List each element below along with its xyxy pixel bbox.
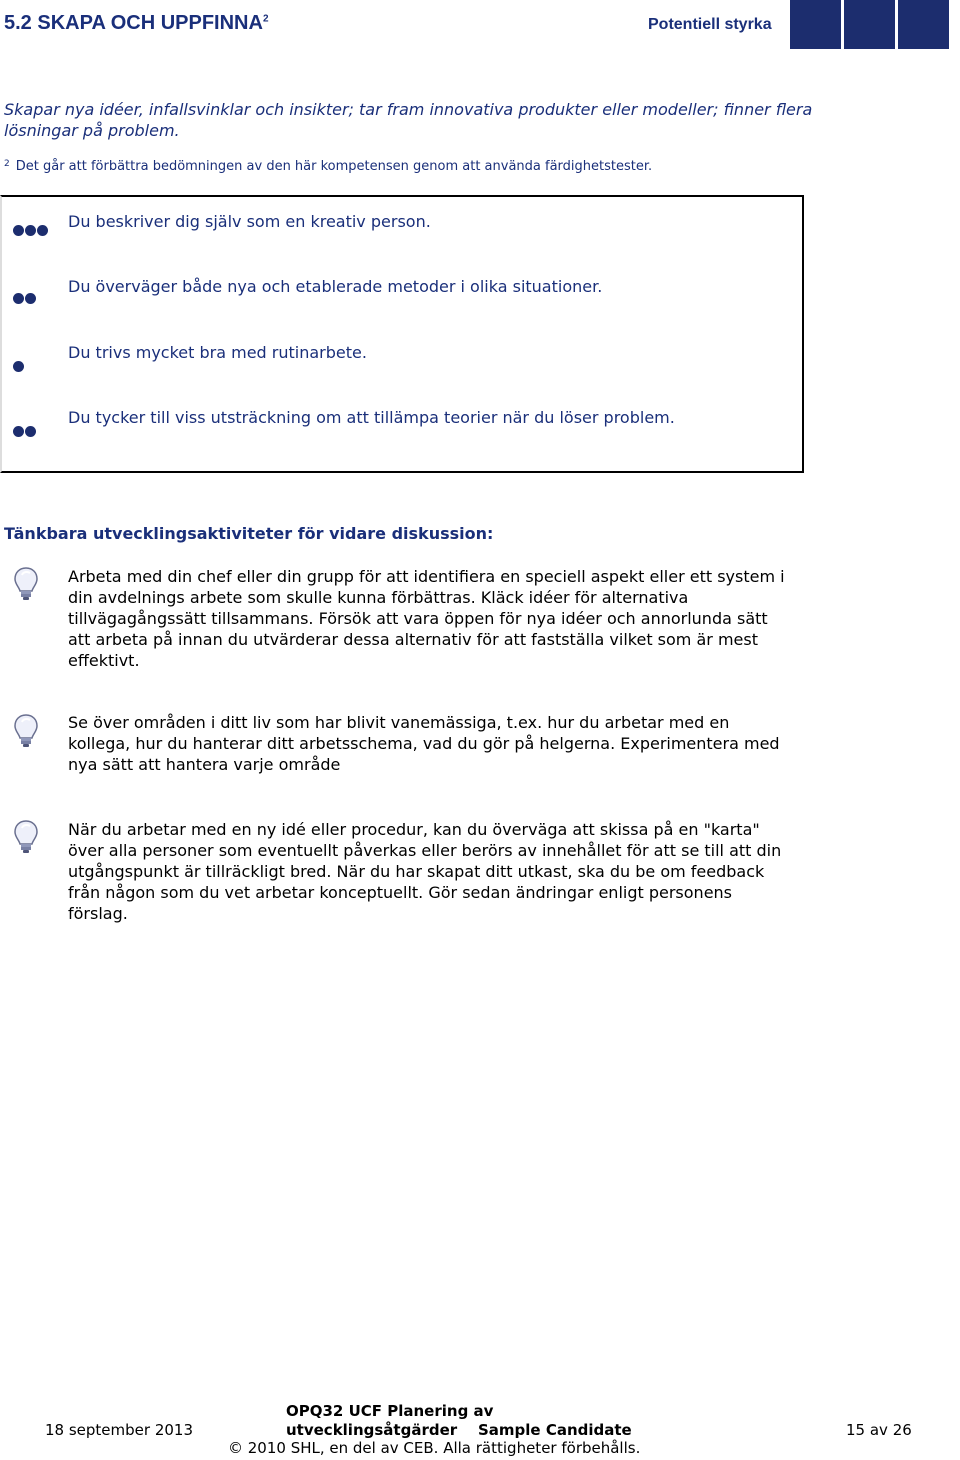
rating-dot xyxy=(13,361,24,372)
page-title-text: 5.2 SKAPA OCH UPPFINNA xyxy=(4,12,263,34)
development-activity: Se över områden i ditt liv som har blivit vanemässiga, t.ex. hur du arbetar med en kollega, hur du hanterar ditt arbetsschema, vad du gör på helgerna. Experimentera med nya sätt att hantera varje område xyxy=(68,713,780,774)
statement-box xyxy=(0,195,804,473)
development-activity: Arbeta med din chef eller din grupp för att identifiera en speciell aspekt eller ett system i din avdelnings arbete som skulle kunna förbättras. Kläck idéer för alternativa tillvägagångssätt tillsammans. Försök att vara öppen för nya idéer och annorlunda sätt att arbeta på innan du utvärderar dessa alternativ för att fastställa vilket som är mest effektivt. xyxy=(68,567,785,670)
statement-item: Du överväger både nya och etablerade metoder i olika situationer. xyxy=(68,277,603,296)
rating-dots-2 xyxy=(13,293,36,304)
rating-dot xyxy=(37,225,48,236)
strength-box-3 xyxy=(898,0,949,49)
footnote-text: Det går att förbättra bedömningen av den här kompetensen genom att använda färdighetstester. xyxy=(15,159,653,174)
lightbulb-icon xyxy=(14,820,38,856)
footer-date: 18 september 2013 xyxy=(45,1421,194,1439)
statement-item: Du trivs mycket bra med rutinarbete. xyxy=(68,343,367,362)
footnote-marker: 2 xyxy=(4,159,10,169)
strength-box-1 xyxy=(790,0,841,49)
footer-document-title xyxy=(286,1402,493,1440)
lightbulb-icon xyxy=(14,567,38,603)
title-footnote-marker: 2 xyxy=(262,13,269,25)
development-activity: När du arbetar med en ny idé eller procedur, kan du överväga att skissa på en "karta" över alla personer som eventuellt påverkas eller berörs av innehållet för att se till att din utgångspunkt är tillräckligt bred. När du har skapat ditt utkast, ska du be om feedback från någon som du vet arbetar konceptuellt. Gör sedan ändringar enligt personens förslag. xyxy=(68,820,782,923)
rating-dot xyxy=(13,293,24,304)
rating-dot xyxy=(25,225,36,236)
page-title xyxy=(4,12,269,35)
lightbulb-icon xyxy=(14,714,38,750)
footer-copyright: © 2010 SHL, en del av CEB. Alla rättigheter förbehålls. xyxy=(228,1439,641,1457)
footnote xyxy=(4,159,652,174)
rating-dot xyxy=(25,293,36,304)
potential-strength-label: Potentiell styrka xyxy=(648,16,772,33)
statement-item: Du beskriver dig själv som en kreativ person. xyxy=(68,212,431,231)
rating-dot xyxy=(13,426,24,437)
competency-description: Skapar nya idéer, infallsvinklar och insikter; tar fram innovativa produkter eller modeller; finner flera lösningar på problem. xyxy=(4,100,813,140)
rating-dots-1 xyxy=(13,361,24,372)
footer-page-number: 15 av 26 xyxy=(846,1421,912,1439)
rating-dot xyxy=(25,426,36,437)
rating-dots-2 xyxy=(13,426,36,437)
footer-document-line1: OPQ32 UCF Planering av xyxy=(286,1402,494,1420)
statement-item: Du tycker till viss utsträckning om att tillämpa teorier när du löser problem. xyxy=(68,408,675,427)
rating-dots-3 xyxy=(13,225,48,236)
rating-dot xyxy=(13,225,24,236)
strength-scale xyxy=(790,0,949,49)
footer-candidate: Sample Candidate xyxy=(478,1421,632,1439)
development-heading: Tänkbara utvecklingsaktiviteter för vidare diskussion: xyxy=(4,524,494,543)
footer-document-line2: utvecklingsåtgärder xyxy=(286,1421,458,1439)
strength-box-2 xyxy=(844,0,895,49)
